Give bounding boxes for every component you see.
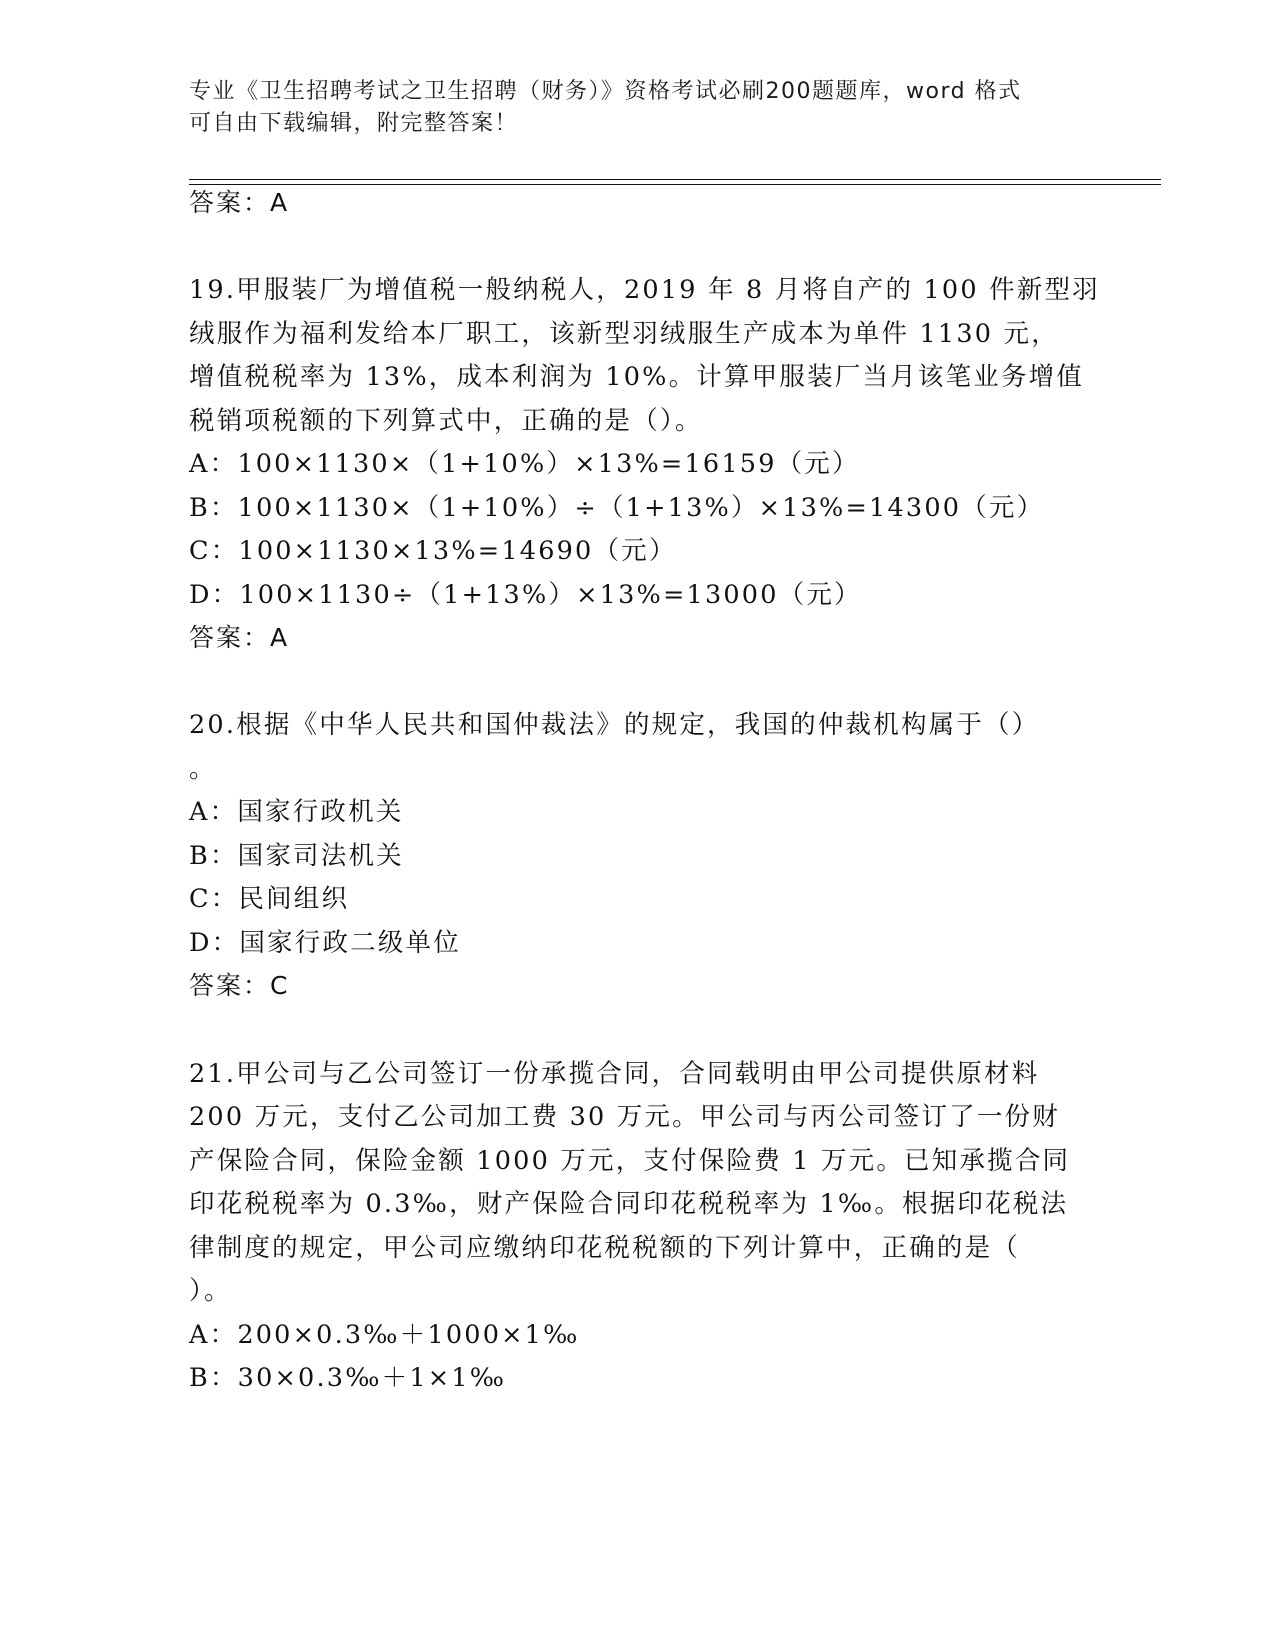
question-20-option-c: C：民间组织 (189, 884, 350, 914)
question-19-option-d: D：100×1130÷（1+13%）×13%=13000（元） (189, 580, 862, 610)
question-20-option-a: A：国家行政机关 (189, 797, 404, 827)
question-20-stem-line: 20.根据《中华人民共和国仲裁法》的规定，我国的仲裁机构属于（） (189, 710, 1040, 740)
question-19-stem-line: 绒服作为福利发给本厂职工，该新型羽绒服生产成本为单件 1130 元， (189, 319, 1059, 349)
question-19-option-a: A：100×1130×（1+10%）×13%=16159（元） (189, 449, 860, 479)
question-20-option-b: B：国家司法机关 (189, 841, 404, 871)
question-19-stem-line: 19.甲服装厂为增值税一般纳税人，2019 年 8 月将自产的 100 件新型羽 (189, 275, 1100, 305)
question-21-option-b: B：30×0.3‰＋1×1‰ (189, 1363, 507, 1393)
question-21-stem-line: 产保险合同，保险金额 1000 万元，支付保险费 1 万元。已知承揽合同 (189, 1146, 1071, 1176)
header-line-1: 专业《卫生招聘考试之卫生招聘（财务）》资格考试必刷200题题库，word 格式 (189, 79, 1022, 104)
question-21-stem-line: 200 万元，支付乙公司加工费 30 万元。甲公司与丙公司签订了一份财 (189, 1102, 1060, 1132)
question-20-answer: 答案：C (189, 971, 290, 1000)
question-19-answer: 答案：A (189, 623, 290, 652)
header-line-2: 可自由下载编辑，附完整答案！ (189, 111, 519, 136)
question-21-stem-line: 印花税税率为 0.3‰，财产保险合同印花税税率为 1‰。根据印花税法 (189, 1189, 1069, 1219)
question-20-option-d: D：国家行政二级单位 (189, 928, 461, 958)
question-21-stem-line: 律制度的规定，甲公司应缴纳印花税税额的下列计算中，正确的是（ (189, 1233, 1021, 1263)
question-19-stem-line: 增值税税率为 13%，成本利润为 10%。计算甲服装厂当月该笔业务增值 (189, 362, 1085, 392)
question-19-stem-line: 税销项税额的下列算式中，正确的是（）。 (189, 406, 703, 436)
header-divider-bottom (189, 184, 1161, 185)
prev-answer: 答案：A (189, 188, 290, 217)
header-text (189, 76, 1089, 140)
header-divider-top (189, 179, 1161, 180)
question-21-stem-line: ）。 (189, 1276, 232, 1306)
question-20-stem-line: 。 (189, 754, 217, 784)
question-19-option-b: B：100×1130×（1+10%）÷（1+13%）×13%=14300（元） (189, 493, 1045, 523)
question-19-option-c: C：100×1130×13%=14690（元） (189, 536, 677, 566)
question-21-stem-line: 21.甲公司与乙公司签订一份承揽合同，合同载明由甲公司提供原材料 (189, 1059, 1040, 1089)
question-21-option-a: A：200×0.3‰＋1000×1‰ (189, 1320, 580, 1350)
